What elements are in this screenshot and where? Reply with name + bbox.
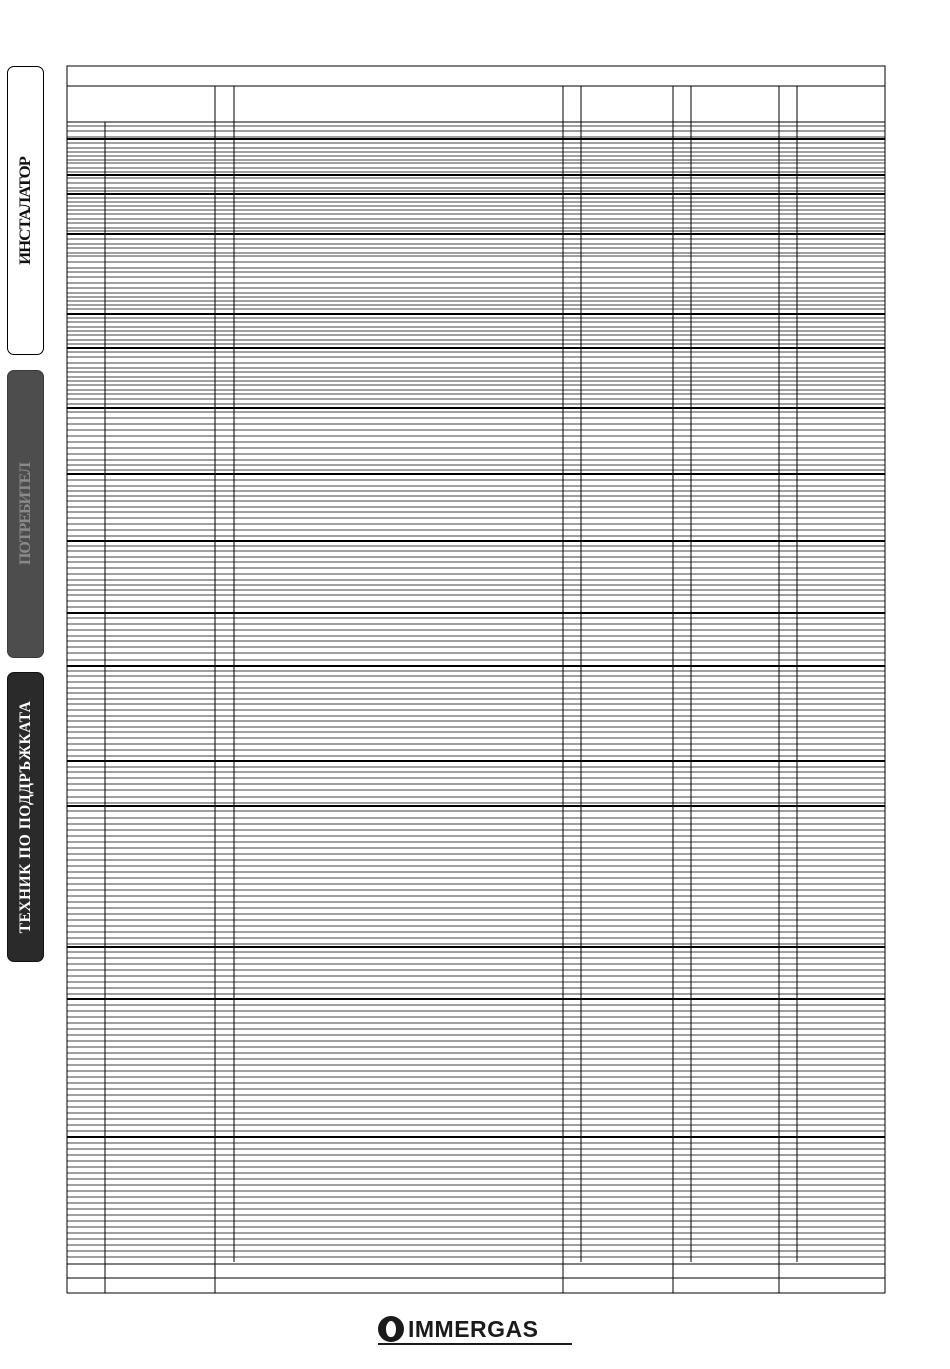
tab-installer-label: ИНСТАЛАТОР — [16, 156, 34, 265]
tab-user-label: ПОТРЕБИТЕЛ — [16, 462, 34, 566]
immergas-logo — [378, 1312, 539, 1346]
tab-maintenance-technician-label: ТЕХНИК ПО ПОДДРЪЖКАТА — [16, 700, 34, 934]
logo-underline — [378, 1343, 572, 1345]
brand-wordmark: IMMERGAS — [408, 1315, 539, 1342]
immergas-flame-icon — [378, 1316, 404, 1342]
table-border — [67, 66, 885, 1293]
